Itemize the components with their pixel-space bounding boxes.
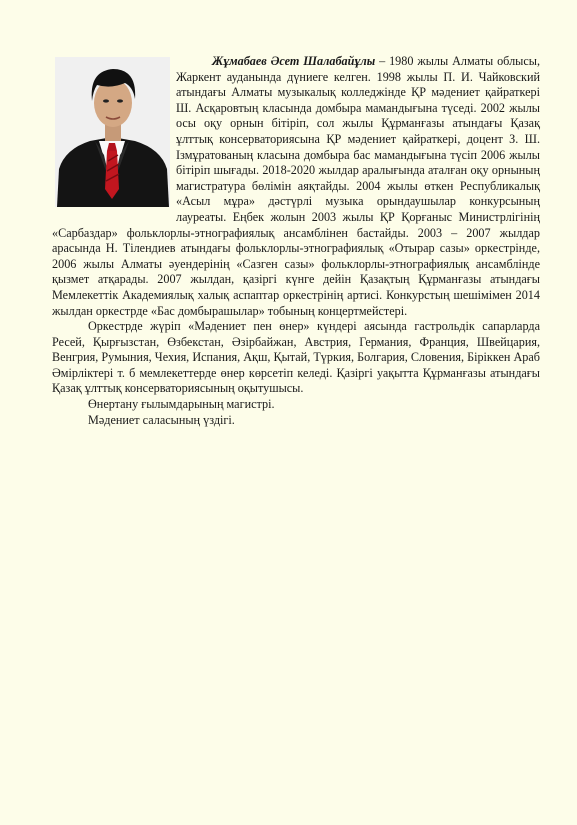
bio-paragraph-2: Оркестрде жүріп «Мәдениет пен өнер» күндері аясында гастрольдік сапарларда Ресей, Қырғызстан, Өзбекстан, Әзірбайжан, Австрия, Германия, Франция, Швейцария, Венгрия, Румыния, Чехия, Испания, Ақш, Қытай, Түркия, Болгария, Словения, Біріккен Араб Әмірліктері т. б мемлекеттерде өнер көрсетіп келеді. Қазіргі уақытта Құрманғазы атындағы Қазақ ұлттық консерваториясының оқытушысы. <box>52 319 540 396</box>
bio-paragraph-4: Мәдениет саласының үздігі. <box>88 412 235 427</box>
person-name: Жұмабаев Әсет Шалабайұлы <box>212 54 376 68</box>
biography-text <box>52 54 540 428</box>
photo-spacer <box>52 54 176 214</box>
bio-paragraph-3: Өнертану ғылымдарының магистрі. <box>88 397 275 412</box>
bio-paragraph-1-text: – 1980 жылы Алматы облысы, Жаркент ауданында дүниеге келген. 1998 жылы П. И. Чайковский атындағы Алматы музыкалық колледжінде ҚР мәдениет қайраткері Ш. Асқаровтың класында домбыра мамандығына түседі. 2002 жылы осы оқу орнын бітіріп, сол жылы Құрманғазы атындағы Қазақ ұлттық консерваториясына ҚР мәдениет қайраткері, доцент З. Ш. Ізмұратованың класына домбыра бас мамандығына түсіп 2006 жылы бітіріп шығады. 2018-2020 жылдар аралығында аталған оқу орнының магистратура бөлімін аяқтайды. 2004 жылы өткен Республикалық «Асыл мұра» дәстүрлі музыка орындаушылар конкурсының лауреаты. Еңбек жолын 2003 жылы ҚР Қорғаныс Министрлігінің «Сарбаздар» фольклорлы-этнографиялық ансамблінен бастайды. 2003 – 2007 жылдар арасында Н. Тілендиев атындағы фольклорлы-этнографиялық «Отырар сазы» оркестрінде, 2006 жылы Алматы әуендерінің «Сазген сазы» фольклорлы-этнографиялық ансамблінде қызмет атқарады. 2007 жылдан, қазіргі күнге дейін Қазақтың Құрманғазы атындағы Мемлекеттік Академиялық халық аспаптар оркестрінің артисі. Конкурстың шешімімен 2014 жылдан оркестрде «Бас домбырашылар» тобының концертмейстері. <box>52 54 540 318</box>
